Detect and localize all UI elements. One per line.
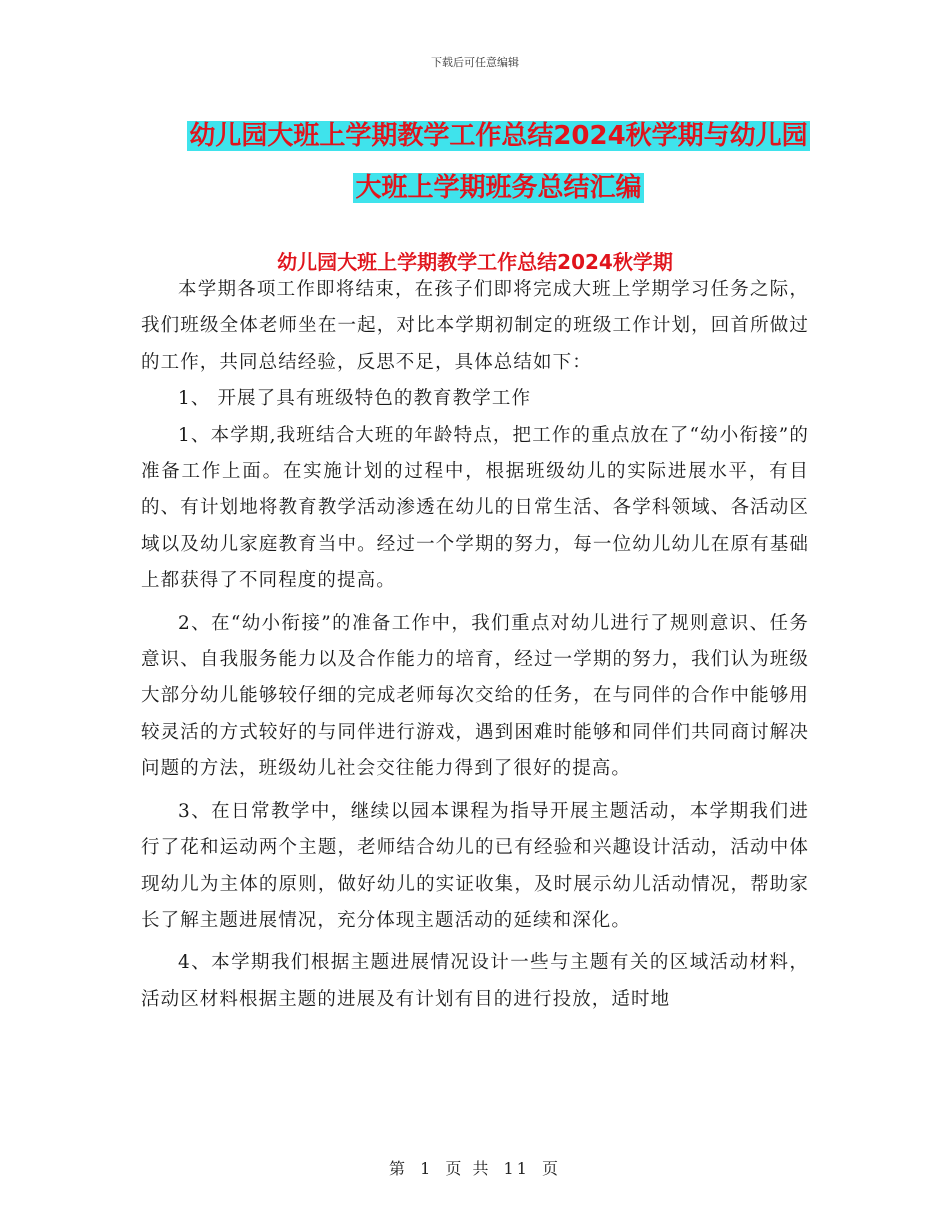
footer-total-pages: 11	[503, 1159, 530, 1178]
header-note: 下载后可任意编辑	[431, 56, 519, 69]
document-title	[186, 110, 811, 214]
footer-page-number: 1	[420, 1159, 434, 1178]
paragraph-item-3: 3、在日常教学中，继续以园本课程为指导开展主题活动，本学期我们进行了花和运动两个主题，老师结合幼儿的已有经验和兴趣设计活动，活动中体现幼儿为主体的原则，做好幼儿的实证收集，及时展示幼儿活动情况，帮助家长了解主题进展情况，充分体现主题活动的延续和深化。	[141, 800, 809, 931]
document-body	[141, 272, 809, 1018]
paragraph-item-2: 2、在“幼小衔接”的准备工作中，我们重点对幼儿进行了规则意识、任务意识、自我服务能力以及合作能力的培育，经过一学期的努力，我们认为班级大部分幼儿能够较仔细的完成老师每次交给的任务，在与同伴的合作中能够用较灵活的方式较好的与同伴进行游戏，遇到困难时能够和同伴们共同商讨解决问题的方法，班级幼儿社会交往能力得到了很好的提高。	[141, 612, 809, 780]
footer-prefix: 第	[388, 1159, 408, 1178]
section-title: 幼儿园大班上学期教学工作总结2024秋学期	[277, 250, 673, 274]
paragraph-item-4: 4、本学期我们根据主题进展情况设计一些与主题有关的区域活动材料，活动区材料根据主题的进展及有计划有目的进行投放，适时地	[141, 952, 809, 1010]
paragraph-intro: 本学期各项工作即将结束，在孩子们即将完成大班上学期学习任务之际，我们班级全体老师坐在一起，对比本学期初制定的班级工作计划，回首所做过的工作，共同总结经验，反思不足，具体总结如下：	[141, 279, 809, 373]
page-footer	[0, 1156, 950, 1179]
document-title-line-2: 大班上学期班务总结汇编	[355, 173, 642, 203]
paragraph-heading-1: 1、 开展了具有班级特色的教育教学工作	[178, 388, 532, 410]
paragraph-item-1: 1、本学期,我班结合大班的年龄特点，把工作的重点放在了“幼小衔接”的准备工作上面。在实施计划的过程中，根据班级幼儿的实际进展水平，有目的、有计划地将教育教学活动渗透在幼儿的日常生活、各学科领域、各活动区域以及幼儿家庭教育当中。经过一个学期的努力，每一位幼儿幼儿在原有基础上都获得了不同程度的提高。	[141, 424, 809, 592]
footer-suffix: 页	[542, 1159, 562, 1178]
document-title-line-1: 幼儿园大班上学期教学工作总结2024秋学期与幼儿园	[189, 121, 808, 151]
footer-middle: 页 共	[445, 1159, 492, 1178]
